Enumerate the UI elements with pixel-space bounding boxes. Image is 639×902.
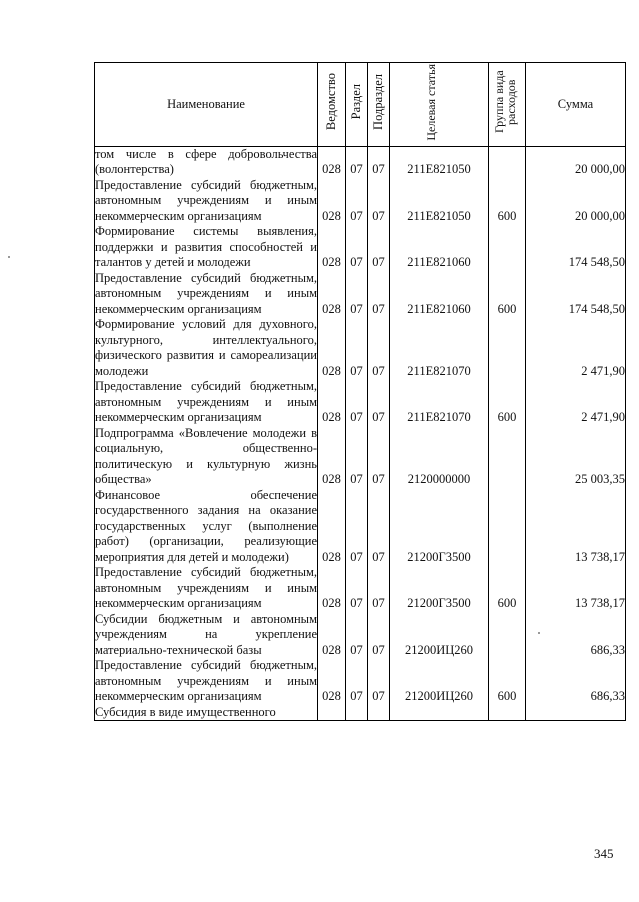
row-amount: 686,33	[526, 612, 626, 659]
header-expense-group	[489, 63, 526, 147]
row-ministry: 028	[318, 488, 346, 566]
row-subsection: 07	[368, 271, 390, 318]
row-amount: 20 000,00	[526, 146, 626, 178]
row-name-text: Предоставление субсидий бюджетным, автономным учреждениям и иным некоммерческим организациям	[95, 177, 317, 223]
row-amount: 686,33	[526, 658, 626, 705]
table-row	[95, 224, 626, 271]
row-amount: 13 738,17	[526, 565, 626, 612]
row-target	[390, 705, 489, 721]
row-ministry: 028	[318, 379, 346, 426]
header-name	[95, 63, 318, 147]
row-target: 21200ИЦ260	[390, 612, 489, 659]
row-amount: 2 471,90	[526, 379, 626, 426]
table-row	[95, 379, 626, 426]
row-subsection: 07	[368, 612, 390, 659]
row-target: 21200Г3500	[390, 565, 489, 612]
budget-table	[94, 62, 626, 721]
row-subsection: 07	[368, 658, 390, 705]
header-section-text: Раздел	[349, 84, 363, 120]
row-name	[95, 488, 318, 566]
table-row	[95, 426, 626, 488]
row-name	[95, 426, 318, 488]
header-amount	[526, 63, 626, 147]
row-section: 07	[346, 178, 368, 225]
table-body	[95, 146, 626, 721]
table-row	[95, 565, 626, 612]
row-group: 600	[489, 178, 526, 225]
row-section: 07	[346, 271, 368, 318]
row-target: 211E821070	[390, 317, 489, 379]
row-name-text: Предоставление субсидий бюджетным, автономным учреждениям и иным некоммерческим организациям	[95, 379, 317, 424]
row-ministry: 028	[318, 612, 346, 659]
row-name	[95, 178, 318, 225]
row-name-text: Субсидии бюджетным и автономным учреждениям на укрепление материально-технической базы	[95, 611, 317, 657]
row-section	[346, 705, 368, 721]
row-group: 600	[489, 271, 526, 318]
row-ministry: 028	[318, 224, 346, 271]
row-amount	[526, 705, 626, 721]
row-name-text: Формирование условий для духовного, культурного, интеллектуального, физического развития и самореализации молодежи	[95, 317, 317, 378]
row-section: 07	[346, 317, 368, 379]
scan-speck	[538, 632, 540, 634]
row-subsection: 07	[368, 379, 390, 426]
row-section: 07	[346, 565, 368, 612]
row-ministry: 028	[318, 146, 346, 178]
row-ministry	[318, 705, 346, 721]
row-group	[489, 317, 526, 379]
header-section	[346, 63, 368, 147]
row-subsection: 07	[368, 488, 390, 566]
row-ministry: 028	[318, 317, 346, 379]
row-group	[489, 224, 526, 271]
row-name-text: Финансовое обеспечение государственного задания на оказание государственных услуг (выполнение работ) (организации, реализующие мероприятия для детей и молодежи)	[95, 487, 317, 564]
row-target: 211E821060	[390, 271, 489, 318]
row-group	[489, 612, 526, 659]
row-target: 211E821060	[390, 224, 489, 271]
table-row	[95, 612, 626, 659]
row-target: 211E821050	[390, 146, 489, 178]
table-row	[95, 271, 626, 318]
row-name	[95, 379, 318, 426]
row-ministry: 028	[318, 565, 346, 612]
row-name-text: Предоставление субсидий бюджетным, автономным учреждениям и иным некоммерческим организациям	[95, 270, 317, 316]
row-name-text: том числе в сфере добровольчества (волонтерства)	[95, 146, 317, 176]
row-subsection: 07	[368, 317, 390, 379]
header-target-text: Целевая статья	[424, 63, 438, 141]
row-name	[95, 146, 318, 178]
table-row	[95, 146, 626, 178]
row-section: 07	[346, 224, 368, 271]
row-section: 07	[346, 658, 368, 705]
row-section: 07	[346, 146, 368, 178]
row-name-text: Предоставление субсидий бюджетным, автономным учреждениям и иным некоммерческим организациям	[95, 658, 317, 703]
row-subsection	[368, 705, 390, 721]
row-target: 21200Г3500	[390, 488, 489, 566]
row-group	[489, 488, 526, 566]
row-subsection: 07	[368, 224, 390, 271]
table-row	[95, 317, 626, 379]
header-subsection	[368, 63, 390, 147]
header-amount-text: Сумма	[557, 96, 594, 111]
row-name	[95, 565, 318, 612]
row-name	[95, 612, 318, 659]
row-section: 07	[346, 488, 368, 566]
row-name	[95, 224, 318, 271]
header-target	[390, 63, 489, 147]
row-subsection: 07	[368, 178, 390, 225]
row-target: 211E821070	[390, 379, 489, 426]
row-name	[95, 658, 318, 705]
row-ministry: 028	[318, 658, 346, 705]
row-amount: 174 548,50	[526, 224, 626, 271]
row-ministry: 028	[318, 178, 346, 225]
row-amount: 2 471,90	[526, 317, 626, 379]
row-group	[489, 146, 526, 178]
row-subsection: 07	[368, 146, 390, 178]
row-group: 600	[489, 658, 526, 705]
header-subsection-text: Подраздел	[371, 74, 385, 130]
row-name-text: Предоставление субсидий бюджетным, автономным учреждениям и иным некоммерческим организациям	[95, 565, 317, 610]
row-name	[95, 705, 318, 721]
row-group: 600	[489, 565, 526, 612]
row-name	[95, 317, 318, 379]
row-amount: 13 738,17	[526, 488, 626, 566]
row-amount: 25 003,35	[526, 426, 626, 488]
row-name-text: Подпрограмма «Вовлечение молодежи в социальную, общественно-политическую и культурную жизнь общества»	[95, 425, 317, 486]
header-name-text: Наименование	[167, 96, 245, 111]
row-target: 211E821050	[390, 178, 489, 225]
row-section: 07	[346, 426, 368, 488]
row-section: 07	[346, 379, 368, 426]
row-group	[489, 426, 526, 488]
row-subsection: 07	[368, 565, 390, 612]
row-name-text: Субсидия в виде имущественного	[95, 704, 276, 719]
row-amount: 174 548,50	[526, 271, 626, 318]
row-group: 600	[489, 379, 526, 426]
table-row	[95, 488, 626, 566]
row-ministry: 028	[318, 426, 346, 488]
row-target: 21200ИЦ260	[390, 658, 489, 705]
row-amount: 20 000,00	[526, 178, 626, 225]
table-row	[95, 658, 626, 705]
table-row	[95, 178, 626, 225]
scan-speck	[8, 256, 10, 258]
row-target: 2120000000	[390, 426, 489, 488]
header-expense-group-text: Группа вида расходов	[492, 70, 518, 134]
row-name-text: Формирование системы выявления, поддержки и развития способностей и талантов у детей и молодежи	[95, 224, 317, 269]
row-ministry: 028	[318, 271, 346, 318]
header-ministry	[318, 63, 346, 147]
page-number: 345	[594, 846, 614, 861]
row-subsection: 07	[368, 426, 390, 488]
header-ministry-text: Ведомство	[324, 73, 338, 131]
row-name	[95, 271, 318, 318]
row-group	[489, 705, 526, 721]
row-section: 07	[346, 612, 368, 659]
table-row	[95, 705, 626, 721]
table-header	[95, 63, 626, 147]
